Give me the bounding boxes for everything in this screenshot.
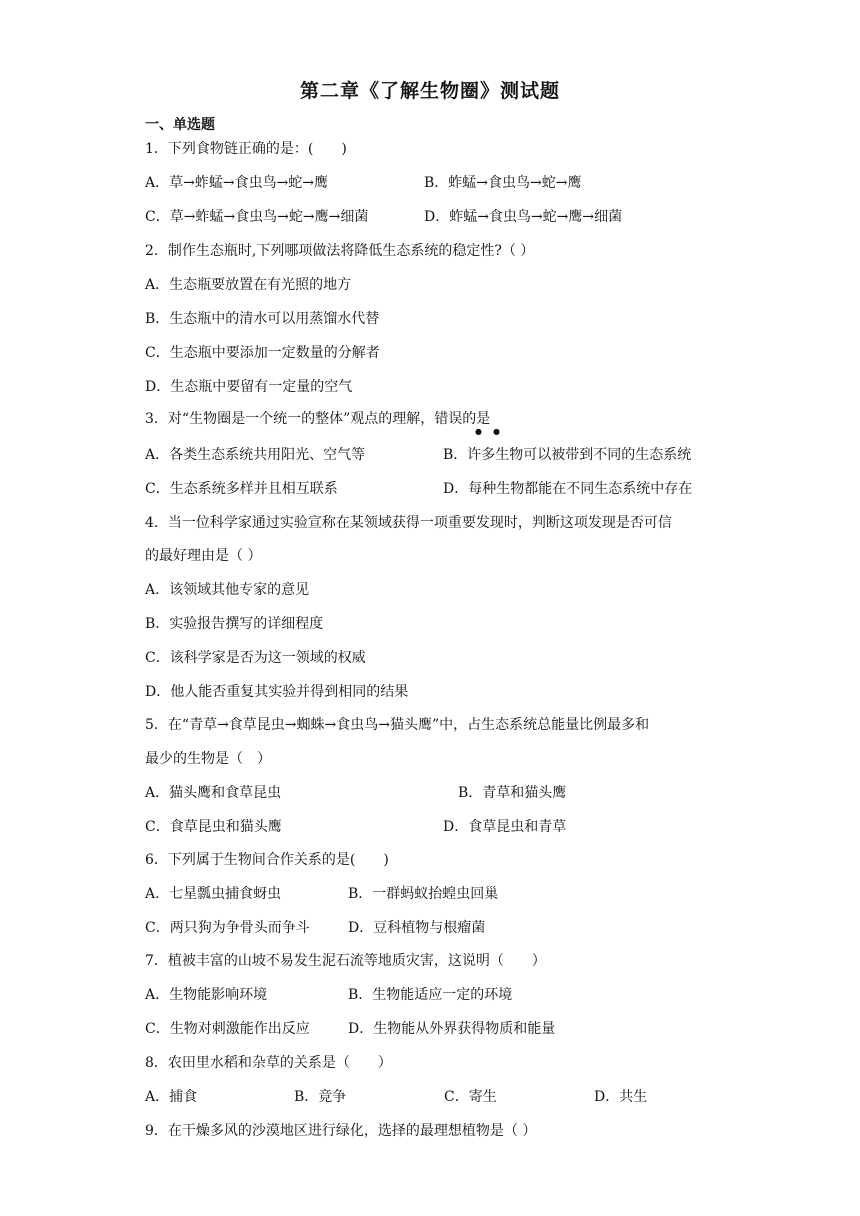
question-3-option-d[interactable]: D．每种生物都能在不同生态系统中存在 [443, 481, 693, 497]
question-5-option-d[interactable]: D．食草昆虫和青草 [443, 819, 567, 835]
question-3-option-b[interactable]: B．许多生物可以被带到不同的生态系统 [443, 447, 692, 463]
question-1-stem: 1．下列食物链正确的是：( ) [145, 141, 347, 157]
question-8-option-c[interactable]: C．寄生 [444, 1089, 497, 1105]
document-title: 第二章《了解生物圈》测试题 [299, 80, 560, 102]
question-5-stem-line-1: 5．在“青草→食草昆虫→蜘蛛→食虫鸟→猫头鹰”中，占生态系统总能量比例最多和 [145, 717, 650, 733]
question-7-stem: 7．植被丰富的山坡不易发生泥石流等地质灾害，这说明（ ） [145, 953, 546, 969]
question-1-option-c[interactable]: C．草→蚱蜢→食虫鸟→蛇→鹰→细菌 [145, 209, 369, 225]
question-1-option-d[interactable]: D．蚱蜢→食虫鸟→蛇→鹰→细菌 [424, 209, 623, 225]
question-1-option-b[interactable]: B．蚱蜢→食虫鸟→蛇→鹰 [424, 175, 582, 191]
question-5-option-a[interactable]: A．猫头鹰和食草昆虫 [145, 785, 282, 801]
question-8-option-d[interactable]: D．共生 [594, 1089, 648, 1105]
question-5-option-c[interactable]: C．食草昆虫和猫头鹰 [145, 819, 282, 835]
question-8-option-b[interactable]: B．竞争 [294, 1089, 347, 1105]
question-6-option-a[interactable]: A．七星瓢虫捕食蚜虫 [145, 886, 282, 902]
question-4-option-c[interactable]: C．该科学家是否为这一领域的权威 [145, 650, 366, 666]
question-5-option-b[interactable]: B．青草和猫头鹰 [458, 785, 567, 801]
question-7-option-b[interactable]: B．生物能适应一定的环境 [348, 987, 513, 1003]
question-9-stem: 9．在干燥多风的沙漠地区进行绿化，选择的最理想植物是（ ） [145, 1123, 537, 1139]
question-6-option-d[interactable]: D．豆科植物与根瘤菌 [348, 920, 486, 936]
section-heading: 一、单选题 [145, 117, 215, 133]
question-2-option-a[interactable]: A．生态瓶要放置在有光照的地方 [145, 277, 352, 293]
question-3-option-a[interactable]: A．各类生态系统共用阳光、空气等 [145, 447, 366, 463]
question-2-stem: 2．制作生态瓶时,下列哪项做法将降低生态系统的稳定性?（ ） [145, 243, 535, 259]
emphasis-dot: ● [493, 427, 500, 436]
question-4-stem-line-2: 的最好理由是（ ） [145, 548, 262, 564]
emphasis-dot: ● [475, 427, 482, 436]
question-7-option-c[interactable]: C．生物对刺激能作出反应 [145, 1021, 310, 1037]
question-5-stem-line-2: 最少的生物是（ ） [145, 751, 271, 767]
question-6-stem: 6．下列属于生物间合作关系的是( ) [145, 852, 389, 868]
question-3-option-c[interactable]: C．生态系统多样并且相互联系 [145, 481, 338, 497]
question-3-stem: 3．对“生物圈是一个统一的整体”观点的理解，错误的是 [145, 411, 491, 427]
question-7-option-a[interactable]: A．生物能影响环境 [145, 987, 268, 1003]
question-8-stem: 8．农田里水稻和杂草的关系是（ ） [145, 1055, 392, 1071]
question-4-option-d[interactable]: D．他人能否重复其实验并得到相同的结果 [145, 684, 409, 700]
question-2-option-c[interactable]: C．生态瓶中要添加一定数量的分解者 [145, 345, 380, 361]
question-6-option-c[interactable]: C．两只狗为争骨头而争斗 [145, 920, 310, 936]
question-7-option-d[interactable]: D．生物能从外界获得物质和能量 [348, 1021, 556, 1037]
question-8-option-a[interactable]: A．捕食 [145, 1089, 198, 1105]
question-2-option-d[interactable]: D．生态瓶中要留有一定量的空气 [145, 379, 353, 395]
question-4-stem-line-1: 4．当一位科学家通过实验宣称在某领域获得一项重要发现时，判断这项发现是否可信 [145, 515, 672, 531]
question-1-option-a[interactable]: A．草→蚱蜢→食虫鸟→蛇→鹰 [145, 175, 329, 191]
question-6-option-b[interactable]: B．一群蚂蚁抬蝗虫回巢 [348, 886, 499, 902]
question-2-option-b[interactable]: B．生态瓶中的清水可以用蒸馏水代替 [145, 311, 380, 327]
question-4-option-b[interactable]: B．实验报告撰写的详细程度 [145, 616, 324, 632]
question-4-option-a[interactable]: A．该领域其他专家的意见 [145, 582, 310, 598]
